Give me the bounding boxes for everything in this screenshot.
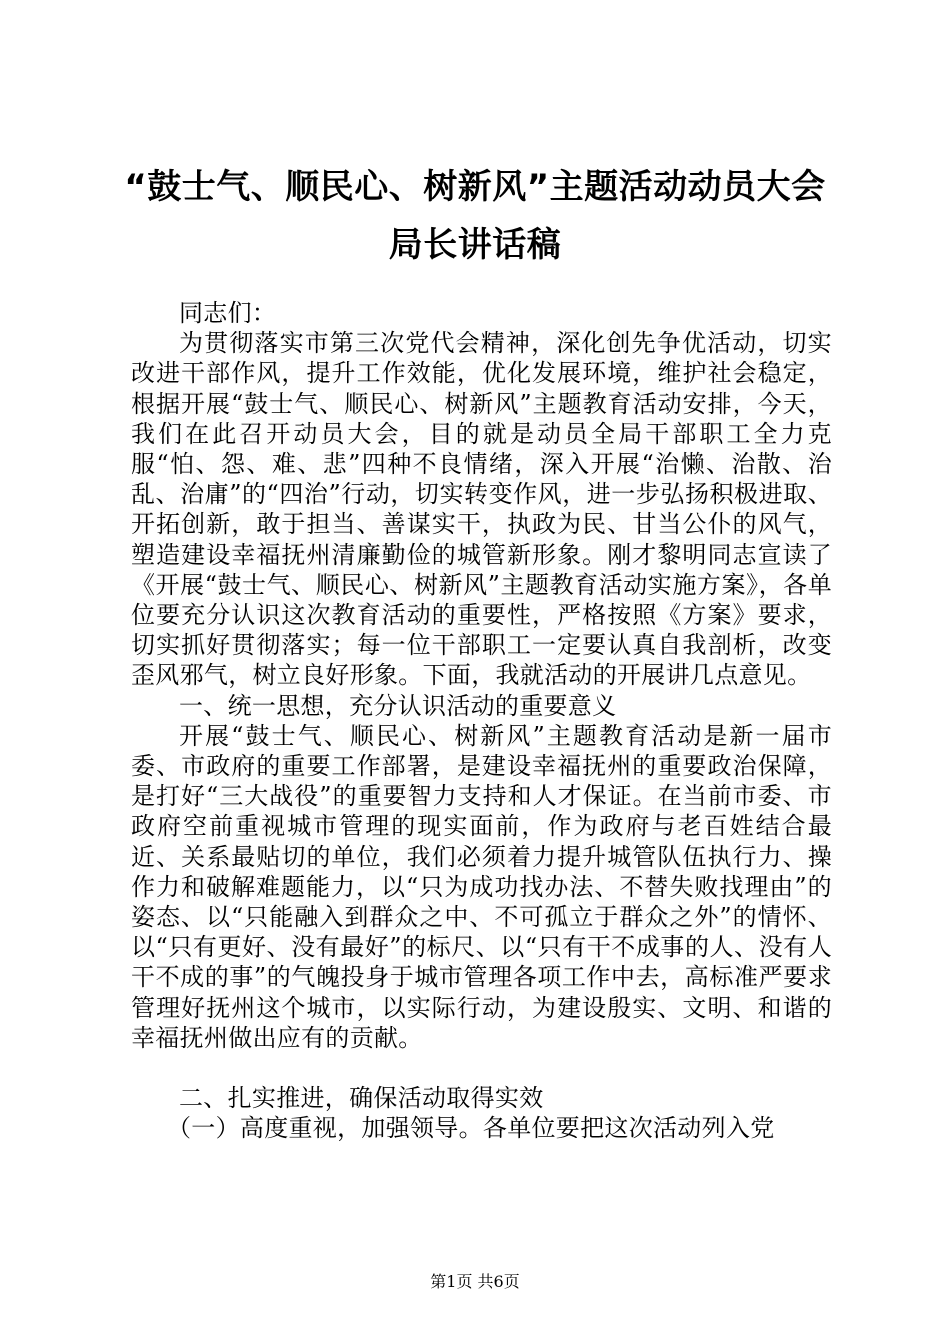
paragraph-section-2-item-1: （一）高度重视，加强领导。各单位要把这次活动列入党 xyxy=(167,1114,775,1143)
section-heading-2: 二、扎实推进，确保活动取得实效 xyxy=(179,1084,544,1113)
section-heading-1: 一、统一思想，充分认识活动的重要意义 xyxy=(179,691,617,720)
document-title: “鼓士气、顺民心、树新风”主题活动动员大会局长讲话稿 xyxy=(124,167,826,265)
page-footer: 第1页 共6页 xyxy=(430,1272,520,1291)
paragraph-intro: 为贯彻落实市第三次党代会精神，深化创先争优活动，切实改进干部作风，提升工作效能，优化发展环境，维护社会稳定，根据开展“鼓士气、顺民心、树新风”主题教育活动安排，今天，我们在此召开动员大会，目的就是动员全局干部职工全力克服“怕、怨、难、悲”四种不良情绪，深入开展“治懒、治散、治乱、治庸”的“四治”行动，切实转变作风，进一步弘扬积极进取、开拓创新，敢于担当、善谋实干，执政为民、甘当公仆的风气，塑造建设幸福抚州清廉勤俭的城管新形象。刚才黎明同志宣读了《开展“鼓士气、顺民心、树新风”主题教育活动实施方案》，各单位要充分认识这次教育活动的重要性，严格按照《方案》要求，切实抓好贯彻落实；每一位干部职工一定要认真自我剖析，改变歪风邪气，树立良好形象。下面，我就活动的开展讲几点意见。 xyxy=(131,329,832,690)
paragraph-section-1: 开展“鼓士气、顺民心、树新风”主题教育活动是新一届市委、市政府的重要工作部署，是建设幸福抚州的重要政治保障，是打好“三大战役”的重要智力支持和人才保证。在当前市委、市政府空前重视城市管理的现实面前，作为政府与老百姓结合最近、关系最贴切的单位，我们必须着力提升城管队伍执行力、操作力和破解难题能力，以“只为成功找办法、不替失败找理由”的姿态、以“只能融入到群众之中、不可孤立于群众之外”的情怀、以“只有更好、没有最好”的标尺、以“只有干不成事的人、没有人干不成的事”的气魄投身于城市管理各项工作中去，高标准严要求管理好抚州这个城市，以实际行动，为建设殷实、文明、和谐的幸福抚州做出应有的贡献。 xyxy=(131,721,832,1052)
document-body xyxy=(131,298,832,1143)
salutation: 同志们： xyxy=(179,299,277,327)
